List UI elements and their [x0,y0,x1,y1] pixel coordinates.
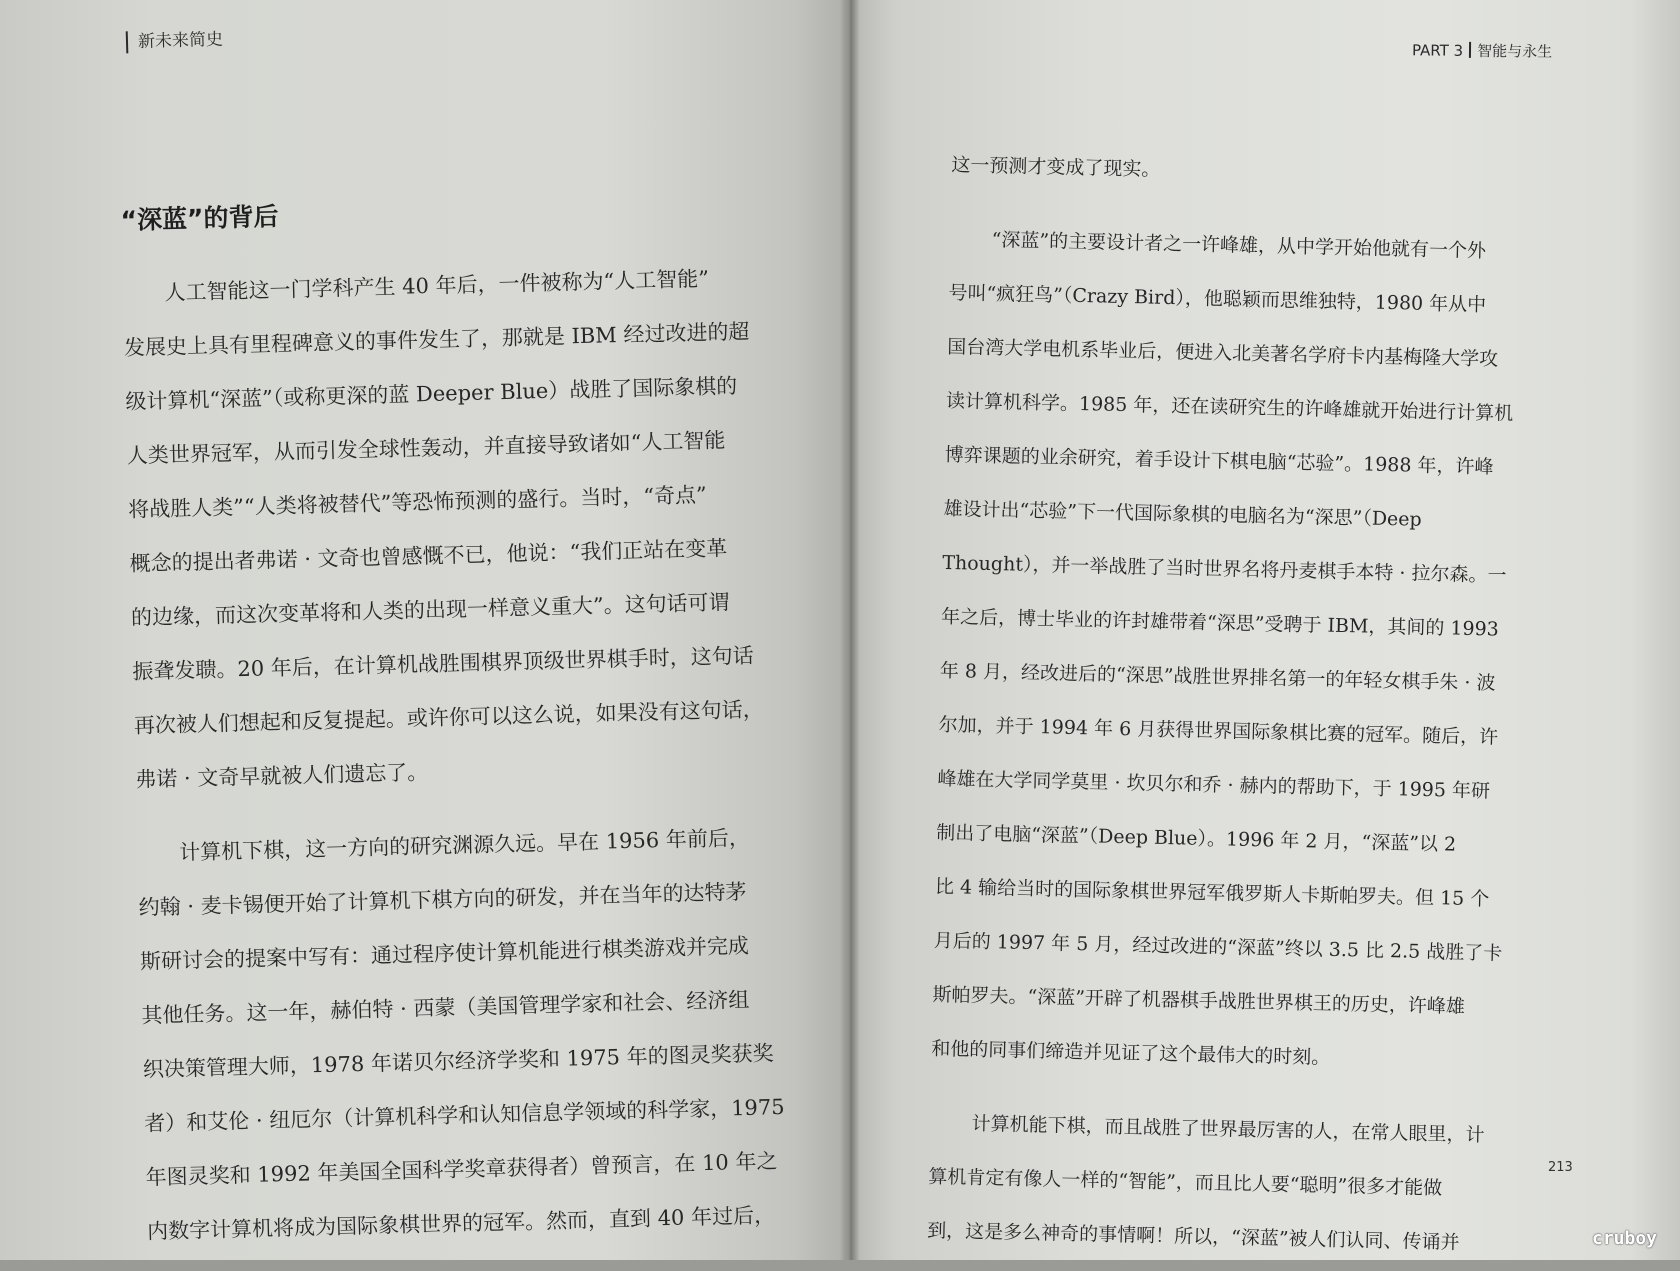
text-line: 年之后，博士毕业的许封雄带着“深思”受聘于 IBM，其间的 1993 [940,605,1500,641]
text-line: 号叫“疯狂鸟”（Crazy Bird），他聪颖而思维独特，1980 年从中 [948,281,1487,317]
text-line: 斯帕罗夫。“深蓝”开辟了机器棋手战胜世界棋王的历史，许峰雄 [932,983,1466,1018]
text-line: 尔加，并于 1994 年 6 月获得世界国际象棋比赛的冠军。随后，许 [938,713,1499,749]
text-line: 振聋发聩。20 年后，在计算机战胜围棋界顶级世界棋手时，这句话 [132,643,754,684]
text-line: 人类世界冠军，从而引发全球性轰动，并直接导致诸如“人工智能 [126,428,726,468]
text-line: 织决策管理大师，1978 年诺贝尔经济学奖和 1975 年的图灵奖获奖 [142,1041,774,1082]
text-line: 者）和艾伦 · 纽厄尔（计算机科学和认知信息学领域的科学家，1975 [144,1094,785,1136]
right-running-head [1412,39,1552,62]
text-line: 将战胜人类”“人类将被替代”等恐怖预测的盛行。当时，“奇点” [127,482,708,522]
section-heading: “深蓝”的背后 [120,201,279,235]
text-line: 计算机能下棋，而且战胜了世界最厉害的人，在常人眼里，计 [971,1112,1485,1147]
text-line: 级计算机“深蓝”（或称更深的蓝 Deeper Blue）战胜了国际象棋的 [125,373,738,414]
text-line: 年 8 月，经改进后的“深思”战胜世界排名第一的年轻女棋手朱 · 波 [939,659,1496,695]
text-line: 概念的提出者弗诺 · 文奇也曾感慨不已，他说：“我们正站在变革 [129,536,728,576]
text-line: 斯研讨会的提案中写有：通过程序使计算机能进行棋类游戏并完成 [139,933,750,974]
left-running-head: 新未来简史 [126,29,224,54]
text-line: 博弈课题的业余研究，着手设计下棋电脑“芯验”。1988 年，许峰 [944,443,1494,479]
watermark: cruboy [1592,1228,1658,1249]
running-head-separator [1469,42,1471,58]
text-line: 约翰 · 麦卡锡便开始了计算机下棋方向的研发，并在当年的达特茅 [138,879,747,920]
text-line: 月后的 1997 年 5 月，经过改进的“深蓝”终以 3.5 比 2.5 战胜了卡 [933,929,1503,965]
text-line: 的边缘，而这次变革将和人类的出现一样意义重大”。这句话可谓 [130,590,730,630]
text-line: 比 4 输给当时的国际象棋世界冠军俄罗斯人卡斯帕罗夫。但 15 个 [934,875,1490,911]
text-line: 算机肯定有像人一样的“智能”，而且比人要“聪明”很多才能做 [928,1165,1443,1200]
text-line: 和他的同事们缔造并见证了这个最伟大的时刻。 [931,1037,1331,1069]
text-line: 读计算机科学。1985 年，还在读研究生的许峰雄就开始进行计算机 [945,389,1514,425]
running-head-part: PART 3 [1411,41,1464,60]
left-text-column [120,178,788,1258]
text-line: 人工智能这一门学科产生 40 年后，一件被称为“人工智能” [164,266,710,305]
text-line: 制出了电脑“深蓝”（Deep Blue）。1996 年 2 月，“深蓝”以 2 [935,821,1457,856]
text-line: 雄设计出“芯验”下一代国际象棋的电脑名为“深思”（Deep [943,497,1422,531]
text-line: 发展史上具有里程碑意义的事件发生了，那就是 IBM 经过改进的超 [123,319,750,360]
text-line: 这一预测才变成了现实。 [951,153,1161,181]
text-line: 其他任务。这一年，赫伯特 · 西蒙（美国管理学家和社会、经济组 [141,987,750,1028]
text-line: 峰雄在大学同学莫里 · 坎贝尔和乔 · 赫内的帮助下，于 1995 年研 [937,767,1491,803]
right-text-column [927,138,1521,1271]
text-line: 国台湾大学电机系毕业后，便进入北美著名学府卡内基梅隆大学攻 [947,335,1499,371]
page-number: 213 [1548,1160,1573,1175]
text-line: “深蓝”的主要设计者之一许峰雄，从中学开始他就有一个外 [991,228,1487,263]
running-head-title: 智能与永生 [1477,41,1553,61]
text-line: 再次被人们想起和反复提起。或许你可以这么说，如果没有这句话， [133,697,764,738]
text-line: 计算机下棋，这一方向的研究渊源久远。早在 1956 年前后， [178,825,751,865]
book-gutter [840,0,860,1260]
text-line: 内数字计算机将成为国际象棋世界的冠军。然而，直到 40 年过后， [146,1203,776,1244]
text-line: Thought），并一举战胜了当时世界名将丹麦棋手本特 · 拉尔森。一 [942,551,1507,587]
text-line: 到，这是多么神奇的事情啊！所以，“深蓝”被人们认同、传诵并 [926,1219,1460,1254]
text-line: 弗诺 · 文奇早就被人们遗忘了。 [134,760,429,792]
text-line: 年图灵奖和 1992 年美国全国科学奖章获得者）曾预言，在 10 年之 [145,1149,778,1190]
